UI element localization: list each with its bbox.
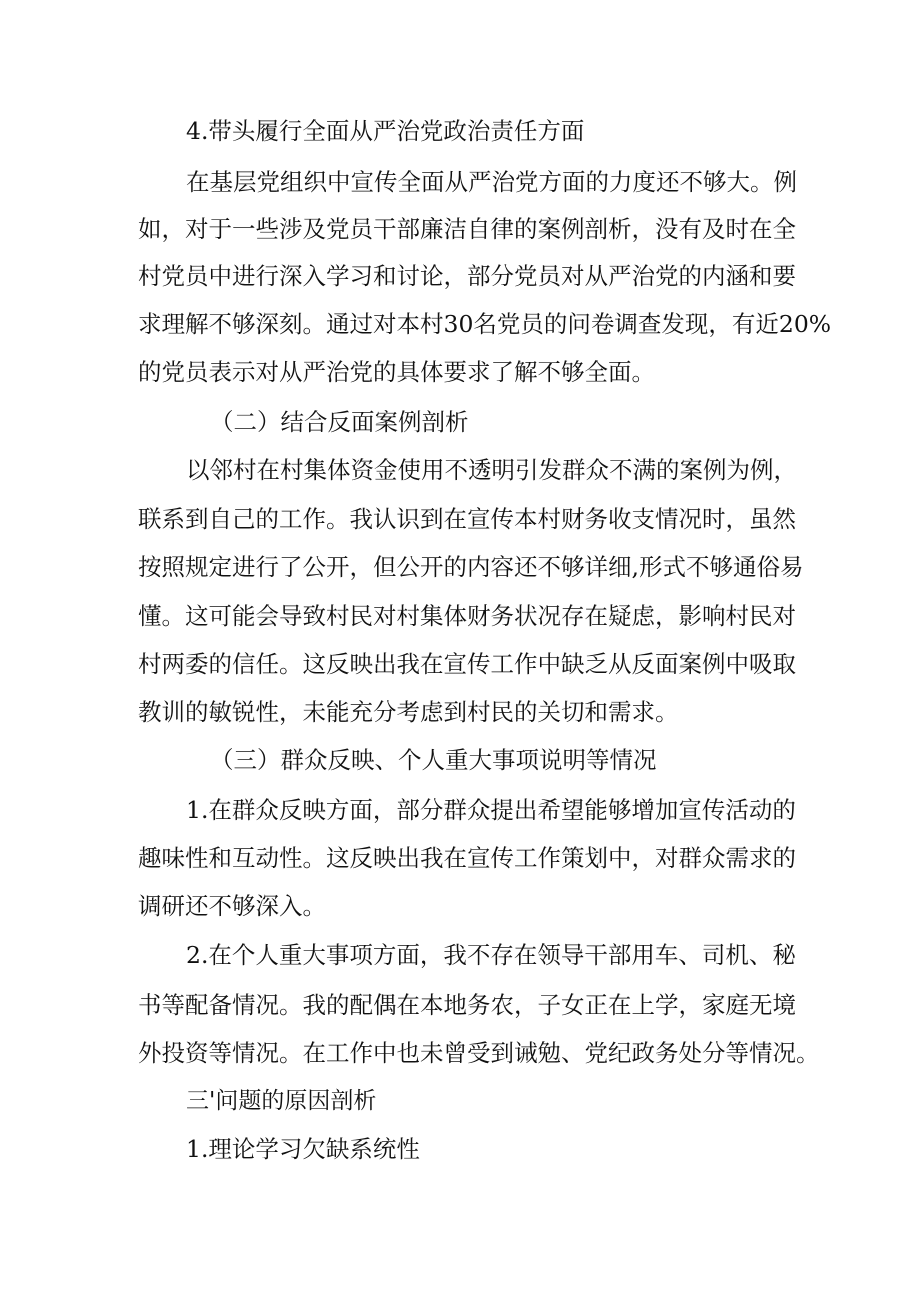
paragraph-line: 趣味性和互动性。这反映出我在宣传工作策划中，对群众需求的 (138, 844, 796, 872)
paragraph-line: 2.在个人重大事项方面，我不存在领导干部用车、司机、秘 (186, 941, 796, 969)
paragraph-line: 书等配备情况。我的配偶在本地务农，子女正在上学，家庭无境 (138, 991, 796, 1019)
paragraph-line: 联系到自己的工作。我认识到在宣传本村财务收支情况时，虽然 (138, 505, 796, 533)
paragraph-line: 在基层党组织中宣传全面从严治党方面的力度还不够大。例 (186, 168, 797, 196)
paragraph-line: 教训的敏锐性，未能充分考虑到村民的关切和需求。 (138, 698, 679, 726)
paragraph-line: 调研还不够深入。 (138, 892, 326, 920)
paragraph-line: 村两委的信任。这反映出我在宣传工作中缺乏从反面案例中吸取 (138, 650, 796, 678)
paragraph-line: 村党员中进行深入学习和讨论，部分党员对从严治党的内涵和要 (138, 262, 796, 290)
paragraph-line: 1.在群众反映方面，部分群众提出希望能够增加宣传活动的 (186, 796, 796, 824)
paragraph-line: 以邻村在村集体资金使用不透明引发群众不满的案例为例， (186, 456, 797, 484)
paragraph-line: 懂。这可能会导致村民对村集体财务状况存在疑虑，影响村民对 (138, 602, 796, 630)
paragraph-line: 外投资等情况。在工作中也未曾受到诫勉、党纪政务处分等情况。 (138, 1039, 820, 1067)
paragraph-line: 求理解不够深刻。通过对本村30名党员的问卷调查发现，有近20% (138, 310, 832, 338)
item-heading: 1.理论学习欠缺系统性 (186, 1135, 420, 1163)
subsection-heading: （二）结合反面案例剖析 (210, 408, 469, 436)
paragraph-line: 的党员表示对从严治党的具体要求了解不够全面。 (138, 358, 655, 386)
item-heading: 4.带头履行全面从严治党政治责任方面 (186, 117, 585, 145)
paragraph-line: 如，对于一些涉及党员干部廉洁自律的案例剖析，没有及时在全 (138, 215, 796, 243)
section-heading: 三'问题的原因剖析 (186, 1088, 377, 1114)
paragraph-line: 按照规定进行了公开，但公开的内容还不够详细,形式不够通俗易 (138, 553, 804, 581)
subsection-heading: （三）群众反映、个人重大事项说明等情况 (210, 746, 657, 774)
